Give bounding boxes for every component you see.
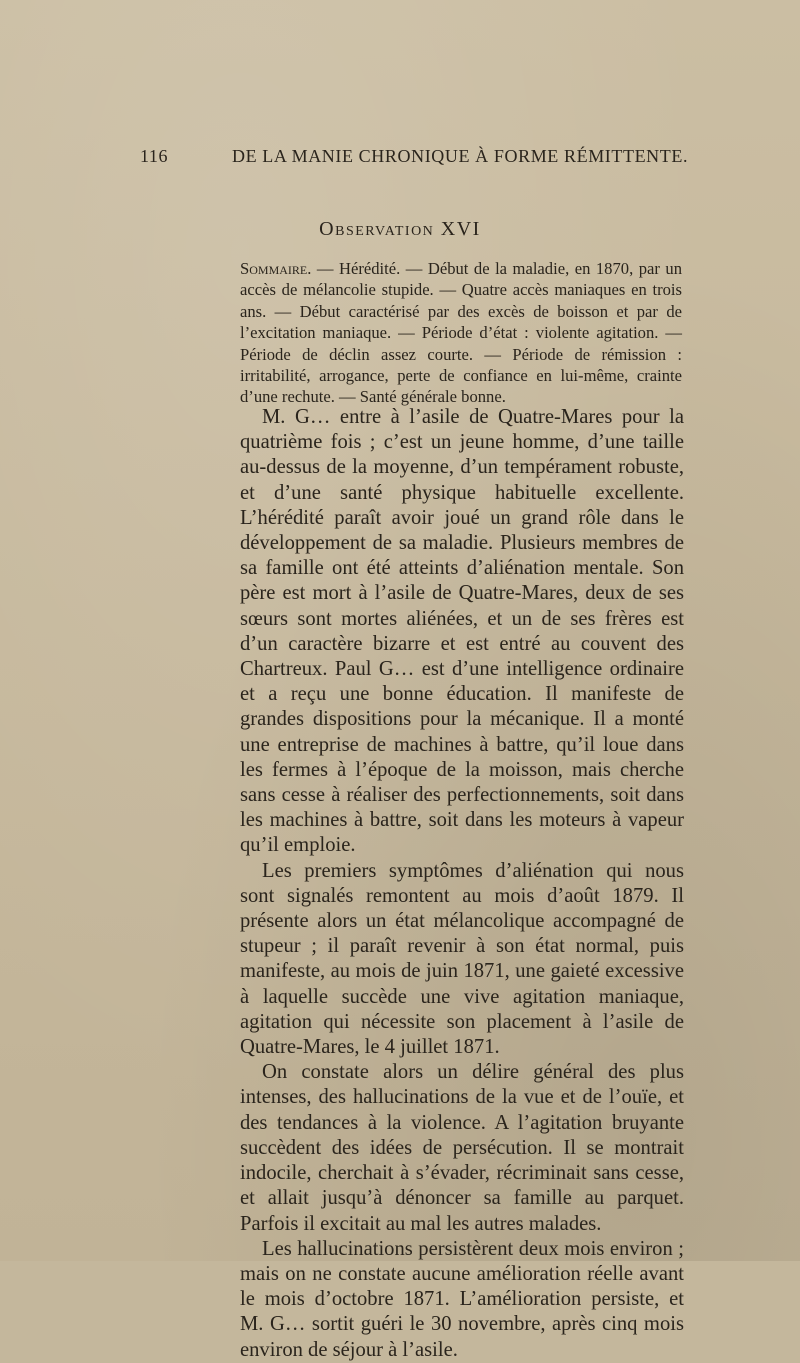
observation-title: Observation XVI bbox=[319, 218, 481, 240]
running-title: DE LA MANIE CHRONIQUE À FORME RÉMITTENTE. bbox=[232, 146, 689, 166]
summary-text: — Hérédité. — Début de la maladie, en 1870, par un accès de mélancolie stupide. — Quatre accès maniaques en trois ans. — Début caractérisé par des excès de boisson et par de l’excitation maniaque. — Période d’état : violente agitation. — Période de déclin assez courte. — Période de rémission : irritabilité, arrogance, perte de confiance en lui-même, crainte d’une rechute. — Santé générale bonne. bbox=[240, 259, 682, 407]
body-text bbox=[240, 405, 684, 1363]
paragraph: On constate alors un délire général des plus intenses, des hallucinations de la vue et de l’ouïe, et des tendances à la violence. A l’agitation bruyante succèdent des idées de persécution. Il se montrait indocile, cherchait à s’évader, récriminait sans cesse, et allait jusqu’à dénoncer sa famille au parquet. Parfois il excitait au mal les autres malades. bbox=[240, 1061, 684, 1235]
paragraph: Les premiers symptômes d’aliénation qui nous sont signalés remontent au mois d’août 1879. Il présente alors un état mélancolique accompagné de stupeur ; il paraît revenir à son état normal, puis manifeste, au mois de juin 1871, une gaieté excessive à laquelle succède une vive agitation maniaque, agitation qui nécessite son placement à l’asile de Quatre-Mares, le 4 juillet 1871. bbox=[240, 859, 684, 1059]
summary-block bbox=[240, 258, 682, 408]
page-number: 116 bbox=[140, 146, 169, 166]
summary-label: Sommaire. bbox=[240, 259, 312, 278]
paragraph: Les hallucinations persistèrent deux mois environ ; mais on ne constate aucune amélioration réelle avant le mois d’octobre 1871. L’amélioration persiste, et M. G… sortit guéri le 30 novembre, après cinq mois environ de séjour à l’asile. bbox=[240, 1237, 684, 1361]
paragraph: M. G… entre à l’asile de Quatre-Mares pour la quatrième fois ; c’est un jeune homme, d’une taille au-dessus de la moyenne, d’un tempérament robuste, et d’une santé physique habituelle excellente. L’hérédité paraît avoir joué un grand rôle dans le développement de sa maladie. Plusieurs membres de sa famille ont été atteints d’aliénation mentale. Son père est mort à l’asile de Quatre-Mares, deux de ses sœurs sont mortes aliénées, et un de ses frères est d’un caractère bizarre et est entré au couvent des Chartreux. Paul G… est d’une intelligence ordinaire et a reçu une bonne éducation. Il manifeste de grandes dispositions pour la mécanique. Il a monté une entreprise de machines à battre, qu’il loue dans les fermes à l’époque de la moisson, mais cherche sans cesse à réaliser des perfectionnements, soit dans les machines à battre, soit dans les moteurs à vapeur qu’il emploie. bbox=[240, 406, 684, 857]
